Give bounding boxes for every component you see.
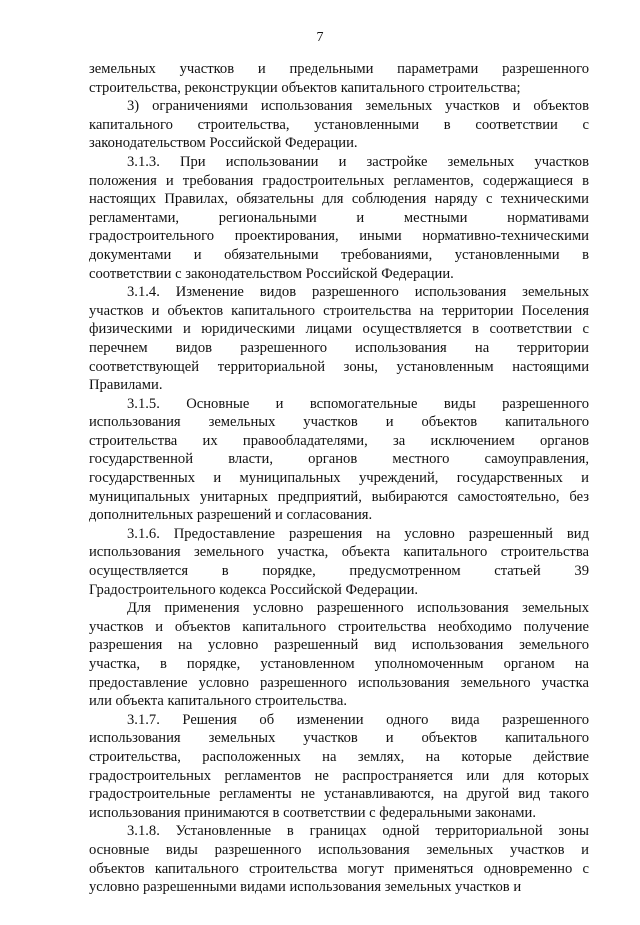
text-line: 3) ограничениями использования земельных участков и объектов <box>127 98 589 115</box>
text-line: основные виды разрешенного использования земельных участков и <box>89 841 589 858</box>
text-line: соответствующей территориальной зоны, установленным настоящими <box>89 358 589 375</box>
text-line: градостроительного проектирования, иными нормативно-техническими <box>89 228 589 245</box>
text-line: объектов капитального строительства могут применяться одновременно с <box>89 860 589 877</box>
text-line: градостроительные регламенты не устанавливаются, на другой вид такого <box>89 786 589 803</box>
text-line: использования принимаются в соответствии с федеральными законами. <box>89 804 536 821</box>
paragraph <box>89 60 589 97</box>
text-line: использования земельных участков и объектов капитального <box>89 414 589 431</box>
text-line: условно разрешенными видами использования земельных участков и <box>89 879 522 896</box>
text-line: участков и объектов капитального строительства необходимо получение <box>89 618 589 635</box>
paragraph <box>89 97 589 153</box>
text-line: документами и обязательными требованиями, установленными в <box>89 246 589 263</box>
text-line: осуществляется в порядке, предусмотренном статьей 39 <box>89 563 589 580</box>
paragraph <box>89 599 589 711</box>
text-line: 3.1.3. При использовании и застройке земельных участков <box>127 153 589 170</box>
text-line: земельных участков и предельными параметрами разрешенного <box>89 61 589 77</box>
text-line: разрешения на условно разрешенный вид использования земельного <box>89 637 589 654</box>
text-line: дополнительных разрешений и согласования. <box>89 507 373 524</box>
text-line: 3.1.4. Изменение видов разрешенного использования земельных <box>127 284 589 301</box>
text-line: строительства их правообладателями, за исключением органов <box>89 432 589 449</box>
paragraph <box>89 525 589 599</box>
text-line: муниципальных унитарных предприятий, выбираются самостоятельно, без <box>89 488 589 505</box>
text-line: государственных и муниципальных учреждений, государственных и <box>89 470 589 487</box>
text-line: перечнем видов разрешенного использования на территории <box>89 339 589 356</box>
text-line: капитального строительства, установленными в соответствии с <box>89 116 589 133</box>
text-line: положения и требования градостроительных регламентов, содержащиеся в <box>89 172 589 189</box>
text-line: или объекта капитального строительства. <box>89 693 347 710</box>
text-line: участков и объектов капитального строительства на территории Поселения <box>89 302 589 319</box>
paragraph <box>89 395 589 525</box>
text-line: использования земельного участка, объекта капитального строительства <box>89 544 589 561</box>
text-line: участка, в порядке, установленном уполномоченным органом на <box>89 656 589 672</box>
text-line: Для применения условно разрешенного использования земельных <box>127 600 589 617</box>
text-line: Правилами. <box>89 377 163 394</box>
text-line: 3.1.6. Предоставление разрешения на условно разрешенный вид <box>127 525 589 542</box>
text-line: градостроительных регламентов не распространяется или для которых <box>89 767 589 784</box>
text-line: физическими и юридическими лицами осуществляется в соответствии с <box>89 321 589 338</box>
text-line: строительства, расположенных на землях, на которые действие <box>89 748 589 765</box>
paragraph <box>89 283 589 395</box>
text-line: соответствии с законодательством Российской Федерации. <box>89 265 454 282</box>
text-line: государственной власти, органов местного самоуправления, <box>89 451 589 468</box>
text-line: использования земельных участков и объектов капитального <box>89 730 589 747</box>
text-line: регламентами, региональными и местными нормативами <box>89 209 589 226</box>
text-line: 3.1.5. Основные и вспомогательные виды разрешенного <box>127 395 589 412</box>
text-line: 3.1.7. Решения об изменении одного вида разрешенного <box>127 711 589 728</box>
text-line: предоставление условно разрешенного использования земельного участка <box>89 674 589 691</box>
text-line: Градостроительного кодекса Российской Федерации. <box>89 581 419 598</box>
paragraph <box>89 711 589 823</box>
text-line: 3.1.8. Установленные в границах одной территориальной зоны <box>127 823 589 840</box>
paragraph <box>89 153 589 283</box>
body-text <box>89 60 589 897</box>
text-line: строительства, реконструкции объектов капитального строительства; <box>89 79 521 96</box>
text-line: настоящих Правилах, обязательны для соблюдения наряду с техническими <box>89 191 589 208</box>
paragraph <box>89 822 589 896</box>
page-number: 7 <box>316 30 324 45</box>
text-line: законодательством Российской Федерации. <box>89 135 358 152</box>
